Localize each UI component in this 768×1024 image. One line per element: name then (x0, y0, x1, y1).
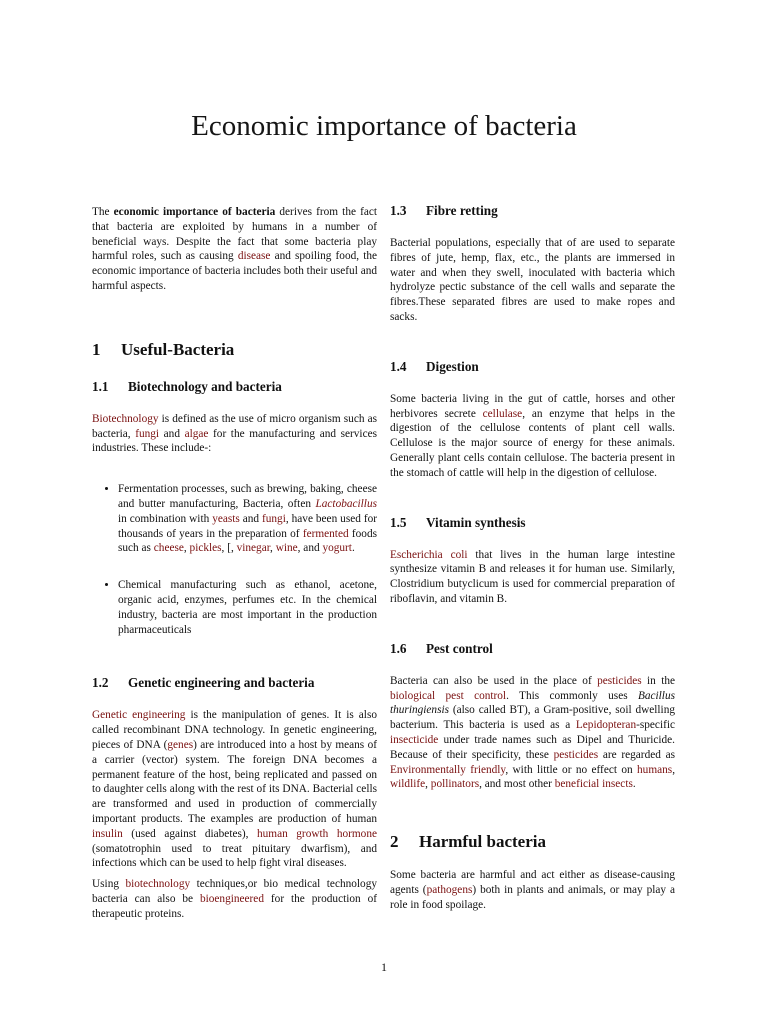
bioengineering-paragraph: Using biotechnology techniques,or bio medical technology bacteria can also be bioengineered for the production of therapeutic proteins. (92, 878, 378, 920)
subsection-heading-digestion: 1.4 Digestion (390, 358, 479, 374)
link-pathogens[interactable]: pathogens (426, 883, 473, 896)
link-biotechnology-2[interactable]: biotechnology (125, 878, 191, 891)
intro-bold-term: economic importance of bacteria (113, 206, 276, 218)
link-fermented[interactable]: fermented (302, 527, 349, 540)
genetic-engineering-paragraph: Genetic engineering is the manipulation of genes. It is also called recombinant DNA technology. In genetic engineering, pieces of DNA (genes) are introduced into a host by means of a carrier (vector) system. The foreign DNA becomes a permanent feature of the host, being replicated and passed on to daughter cells along with the rest of its DNA. Bacterial cells are transformed and used in production of commercially important products. The examples are production of human insulin (used against diabetes), human growth hormone (somatotrophin used to treat pituitary dwarfism), and infections which can be used to help fight viral diseases. (92, 709, 377, 870)
right-column (390, 200, 675, 913)
link-environmentally-friendly[interactable]: Environmentally friendly (390, 763, 506, 776)
link-cellulase[interactable]: cellulase (482, 407, 523, 420)
pest-control-paragraph: Bacteria can also be used in the place of pesticides in the biological pest control. This commonly uses Bacillus thuringiensis (also called BT), a Gram-positive, soil dwelling bacterium. This bacteria is used as a Lepidopteran-specific insecticide under trade names such as Dipel and Thuricide. Because of their specificity, these pesticides are regarded as Environmentally friendly, with little or no effect on humans, wildlife, pollinators, and most other beneficial insects. (390, 674, 676, 791)
digestion-paragraph: Some bacteria living in the gut of cattle, horses and other herbivores secrete cellulase, an enzyme that helps in the digestion of the cellulose contents of plant cell walls. Cellulose is the major source of energy for these animals. Generally plant cells contain cellulose. The bacteria present in the stomach of cattle will help in the digestion of cellulose. (390, 392, 676, 479)
link-beneficial-insects[interactable]: beneficial insects (554, 778, 633, 791)
link-wildlife[interactable]: wildlife (390, 778, 426, 791)
fibre-retting-paragraph: Bacterial populations, especially that of are used to separate fibres of jute, hemp, flax, etc., the plants are immersed in water and when they swell, inoculated with bacteria which hydrolyze pectic substance of the cell walls and separate the fibres.These separated fibres are used to make ropes and sacks. (390, 237, 675, 323)
link-pickles[interactable]: pickles (189, 542, 222, 555)
vitamin-synthesis-paragraph: Escherichia coli that lives in the human large intestine synthesize vitamin B and releases it for human use. Similarly, Clostridium butyclicum is used for commercial preparation of riboflavin, and vitamin B. (390, 548, 675, 605)
subsection-heading-pest-control: 1.6 Pest control (390, 640, 493, 656)
section-heading-harmful-bacteria: 2 Harmful bacteria (390, 832, 546, 852)
section-heading-useful-bacteria: 1 Useful-Bacteria (92, 339, 235, 359)
page-number: 1 (381, 960, 387, 974)
intro-paragraph: The economic importance of bacteria derives from the fact that bacteria are exploited by humans in a number of beneficial ways. Despite the fact that some bacteria play harmful roles, such as causing disease and spoiling food, the economic importance of bacteria includes both their useful and harmful aspects. (92, 206, 378, 292)
link-fungi-2[interactable]: fungi (262, 512, 286, 525)
link-human-growth-hormone[interactable]: human growth hormone (257, 827, 377, 840)
list-item-chemical: • Chemical manufacturing such as ethanol, acetone, organic acid, enzymes, perfumes etc. In the chemical industry, bacteria are most important in the production pharmaceuticals (118, 578, 377, 637)
link-genetic-engineering[interactable]: Genetic engineering (92, 709, 186, 722)
uses-list (92, 482, 377, 637)
harmful-bacteria-paragraph: Some bacteria are harmful and act either as disease-causing agents (pathogens) both in plants and animals, or may play a role in food spoilage. (390, 869, 675, 911)
biotechnology-paragraph: Biotechnology is defined as the use of micro organism such as bacteria, fungi and algae for the manufacturing and services industries. These include-: (92, 412, 377, 455)
link-bioengineered[interactable]: bioengineered (199, 892, 264, 905)
link-vinegar[interactable]: vinegar (236, 542, 271, 555)
subsection-heading-genetic-engineering: 1.2 Genetic engineering and bacteria (92, 675, 315, 691)
link-genes[interactable]: genes (167, 738, 194, 751)
link-insulin[interactable]: insulin (92, 827, 123, 840)
link-yeasts[interactable]: yeasts (212, 512, 240, 525)
link-escherichia-coli[interactable]: Escherichia coli (390, 548, 468, 561)
link-fungi[interactable]: fungi (135, 427, 160, 440)
subsection-heading-fibre-retting: 1.3 Fibre retting (390, 203, 498, 218)
link-lactobacillus[interactable]: Lactobacillus (315, 497, 377, 510)
link-biotechnology[interactable]: Biotechnology (92, 412, 159, 425)
link-humans[interactable]: humans (637, 763, 673, 776)
link-pesticides[interactable]: pesticides (597, 674, 642, 687)
link-algae[interactable]: algae (184, 427, 209, 440)
link-lepidopteran[interactable]: Lepidopteran (575, 719, 637, 732)
link-cheese[interactable]: cheese (153, 542, 184, 555)
document-title: Economic importance of bacteria (191, 110, 577, 142)
link-biological-pest-control[interactable]: biological pest control (390, 689, 507, 702)
link-disease[interactable]: disease (237, 250, 271, 263)
link-insecticide[interactable]: insecticide (390, 733, 439, 746)
subsection-heading-vitamin-synthesis: 1.5 Vitamin synthesis (390, 514, 526, 530)
link-wine[interactable]: wine (275, 542, 298, 555)
link-pollinators[interactable]: pollinators (430, 778, 480, 791)
subsection-heading-biotechnology: 1.1 Biotechnology and bacteria (92, 378, 282, 394)
bacillus-thuringiensis-term: Bacillus thuringiensis (390, 689, 675, 717)
list-item-fermentation: • Fermentation processes, such as brewing, baking, cheese and butter manufacturing, Bacteria, often Lactobacillus in combination with yeasts and fungi, have been used for thousands of years in the preparation of fermented foods such as cheese, pickles, [, vinegar, wine, and yogurt. (118, 482, 377, 556)
link-pesticides-2[interactable]: pesticides (553, 748, 599, 761)
left-column (92, 200, 377, 922)
link-yogurt[interactable]: yogurt (322, 542, 352, 555)
